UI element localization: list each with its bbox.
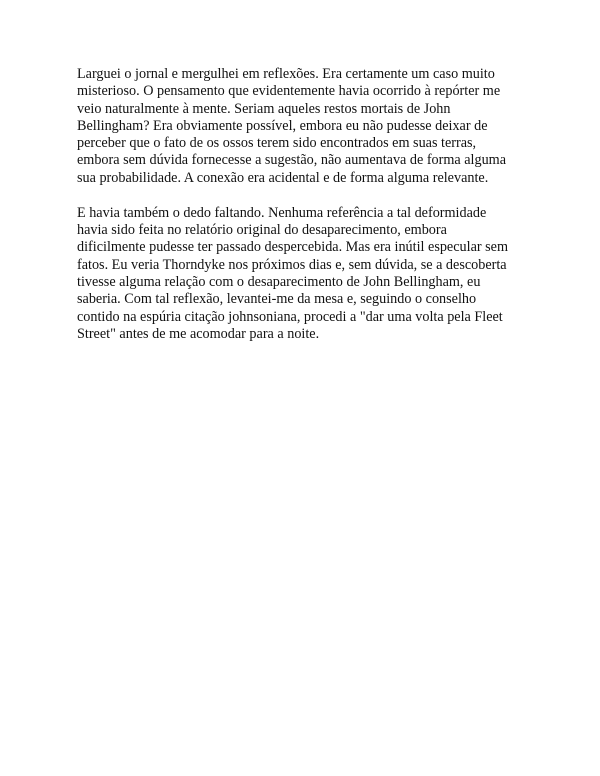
paragraph-line: misterioso. O pensamento que evidentemente havia ocorrido à repórter me xyxy=(77,83,501,100)
paragraph-2 xyxy=(77,205,532,343)
paragraph-line: tivesse alguma relação com o desaparecimento de John Bellingham, eu xyxy=(77,274,481,291)
paragraph-1 xyxy=(77,66,532,187)
paragraph-line: saberia. Com tal reflexão, levantei-me da mesa e, seguindo o conselho xyxy=(77,291,477,308)
paragraph-line: havia sido feita no relatório original do desaparecimento, embora xyxy=(77,222,447,239)
paragraph-line: sua probabilidade. A conexão era acidental e de forma alguma relevante. xyxy=(77,169,489,186)
paragraph-line: E havia também o dedo faltando. Nenhuma referência a tal deformidade xyxy=(77,204,487,221)
paragraph-line: Street" antes de me acomodar para a noite. xyxy=(77,325,320,342)
paragraph-line: embora sem dúvida fornecesse a sugestão, não aumentava de forma alguma xyxy=(77,152,507,169)
document-body xyxy=(77,66,532,361)
paragraph-line: dificilmente pudesse ter passado despercebida. Mas era inútil especular sem xyxy=(77,239,508,256)
paragraph-line: Larguei o jornal e mergulhei em reflexões. Era certamente um caso muito xyxy=(77,66,495,82)
paragraph-line: contido na espúria citação johnsoniana, procedi a "dar uma volta pela Fleet xyxy=(77,308,503,325)
paragraph-line: Bellingham? Era obviamente possível, embora eu não pudesse deixar de xyxy=(77,117,488,134)
paragraph-line: perceber que o fato de os ossos terem sido encontrados em suas terras, xyxy=(77,135,477,152)
paragraph-line: veio naturalmente à mente. Seriam aqueles restos mortais de John xyxy=(77,100,451,117)
paragraph-line: fatos. Eu veria Thorndyke nos próximos dias e, sem dúvida, se a descoberta xyxy=(77,256,507,273)
